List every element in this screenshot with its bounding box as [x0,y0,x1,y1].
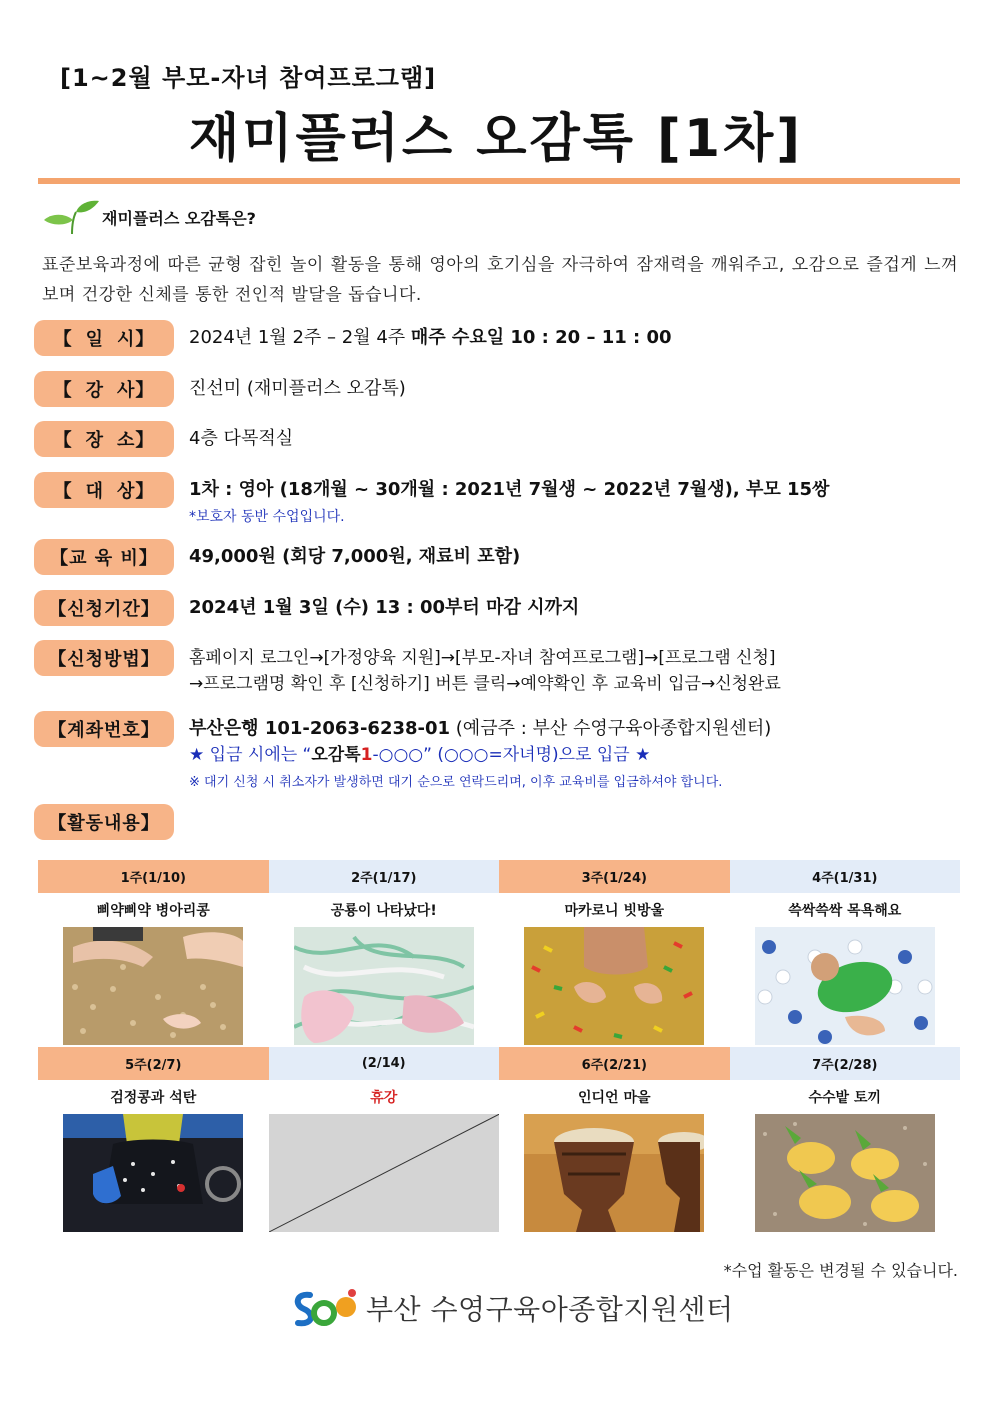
activity-title: 휴강 [370,1090,398,1106]
org-logo [290,1285,734,1331]
sprout-icon [42,198,100,236]
intro-description: 표준보육과정에 따른 균형 잡힌 놀이 활동을 통해 영아의 호기심을 자극하여 잠재력을 깨워주고, 오감으로 즐겁게 느껴보며 건강한 신체를 통한 전인적 발달을 돕습니다. [42,255,958,305]
deposit-instruction: ★ 입금 시에는 “오감톡1-○○○” (○○○=자녀명)으로 입금 ★ [189,745,651,765]
black-bean-play-photo [63,1114,243,1232]
place-label: 【장 소】 [34,421,174,457]
activity-title: 마카로니 빗방울 [564,903,665,919]
no-class-placeholder [269,1114,500,1232]
info-activities [34,804,174,840]
target-label: 【대 상】 [34,472,174,508]
period-value: 2024년 1월 3일 (수) 13 : 00부터 마감 시까지 [189,597,580,618]
info-target [34,472,829,529]
activity-title: 삐약삐약 병아리콩 [96,903,210,919]
guardian-note: *보호자 동반 수업입니다. [189,509,345,525]
activity-title: 쓱싹쓱싹 목욕해요 [788,903,902,919]
schedule-value: 2024년 1월 2주 – 2월 4주 매주 수요일 10 : 20 – 11 : 00 [189,327,672,348]
activity-row [38,1047,960,1232]
period-label: 【신청기간】 [34,590,174,626]
method-label: 【신청방법】 [34,640,174,676]
activity-title: 공룡이 나타났다! [330,903,437,919]
center-logo-icon [290,1285,362,1331]
activity-title: 인디언 마을 [578,1090,651,1106]
instructor-label: 【강 사】 [34,371,174,407]
activity-row [38,860,960,1045]
info-method [34,640,781,697]
title-divider [38,178,960,184]
instructor-value: 진선미 (재미플러스 오감톡) [189,378,406,399]
method-value: 홈페이지 로그인→[가정양육 지원]→[부모-자녀 참여프로그램]→[프로그램 신청] →프로그램명 확인 후 [신청하기] 버튼 클릭→예약확인 후 교육비 입금→신청완료 [189,648,781,694]
intro-heading-text: 재미플러스 오감톡은? [102,208,256,228]
week-cell [38,1047,269,1232]
activity-grid [38,860,960,1232]
week-header: 1주(1/10) [38,860,269,893]
intro-heading [42,198,256,236]
week-header: 3주(1/24) [499,860,730,893]
org-name: 부산 수영구육아종합지원센터 [366,1293,734,1326]
week-header: 4주(1/31) [730,860,961,893]
carrot-play-photo [755,1114,935,1232]
activity-title: 수수밭 토끼 [808,1090,881,1106]
program-supertitle: [1~2월 부모-자녀 참여프로그램] [60,64,437,92]
dinosaur-play-photo [294,927,474,1045]
activities-label: 【활동내용】 [34,804,174,840]
week-header: 7주(2/28) [730,1047,961,1080]
week-header: 6주(2/21) [499,1047,730,1080]
info-fee [34,539,520,575]
info-schedule [34,320,672,356]
fee-value: 49,000원 (회당 7,000원, 재료비 포함) [189,546,521,567]
info-period [34,590,579,626]
info-account [34,711,771,794]
place-value: 4층 다목적실 [189,428,294,449]
week-cell [730,860,961,1045]
week-cell [269,860,500,1045]
account-value: 부산은행 101-2063-6238-01 (예금주 : 부산 수영구육아종합지원센터) ★ 입금 시에는 “오감톡1-○○○” (○○○=자녀명)으로 입금 ★ ※ 대기 신청 시 취소자가 발생하면 대기 순으로 연락드리며, 이후 교육비를 입금하셔야 합니다. [189,718,772,790]
page-title: 재미플러스 오감톡 [1차] [188,109,803,169]
macaroni-play-photo [524,927,704,1045]
target-value: 1차 : 영아 (18개월 ~ 30개월 : 2021년 7월생 ~ 2022년 7월생), 부모 15쌍 *보호자 동반 수업입니다. [189,479,830,525]
week-header: (2/14) [269,1047,500,1080]
info-place [34,421,293,457]
week-cell [499,860,730,1045]
week-cell [499,1047,730,1232]
drum-play-photo [524,1114,704,1232]
chickpea-play-photo [63,927,243,1045]
week-cell [730,1047,961,1232]
change-notice: *수업 활동은 변경될 수 있습니다. [723,1261,958,1280]
info-instructor [34,371,406,407]
account-label: 【계좌번호】 [34,711,174,747]
week-cell [38,860,269,1045]
activity-title: 검정콩과 석탄 [110,1090,197,1106]
week-header: 2주(1/17) [269,860,500,893]
fee-label: 【교 육 비】 [34,539,174,575]
bath-play-photo [755,927,935,1045]
waitlist-notice: ※ 대기 신청 시 취소자가 발생하면 대기 순으로 연락드리며, 이후 교육비를 입금하셔야 합니다. [189,775,723,790]
week-cell [269,1047,500,1232]
week-header: 5주(2/7) [38,1047,269,1080]
schedule-label: 【일 시】 [34,320,174,356]
